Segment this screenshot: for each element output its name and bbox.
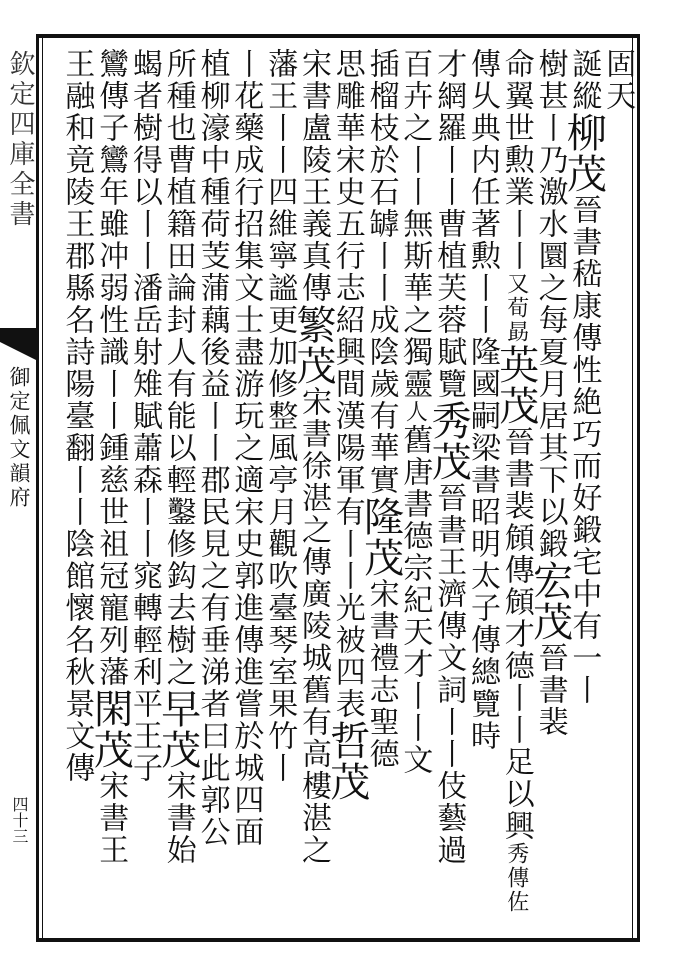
text-segment: 鸞傳子鸞年雖冲弱性識丨丨鍾慈世祖冠寵列藩	[93, 48, 129, 688]
text-segment: 命翼世勲業丨丨	[498, 48, 534, 272]
text-segment: 宋書盧陵王義真傳	[296, 48, 331, 304]
text-segment: 所種也曹植籍田論封人有能以輕鑿修鈎去樹之	[160, 48, 196, 688]
text-segment: 隆國嗣梁書昭明太子傳總覽時	[465, 336, 500, 752]
text-segment: 宋書始	[160, 770, 196, 866]
headword: 柳茂	[560, 112, 607, 194]
text-segment: 宋書徐湛之傳廣陵城舊有高樓湛之	[296, 386, 331, 866]
text-segment: 更加修整風亭月觀吹臺琴室果竹丨	[262, 304, 298, 784]
text-segment: 又荀勗	[503, 272, 529, 344]
text-segment: 傳乆典内任著勲丨丨	[465, 48, 500, 336]
margin-column	[0, 40, 34, 940]
text-segment: 藩王丨丨四維寧謐	[262, 48, 298, 304]
text-segment: 丨花藥成行招集文士盡游玩之適宋史郭進傳進嘗於城四面	[228, 48, 264, 848]
text-segment: 插榴枝於石罅丨丨成陰歲有華實	[363, 48, 399, 496]
text-segment: 宋書禮志聖德	[363, 578, 399, 770]
text-segment: 景文傳	[59, 688, 95, 784]
headword: 閑茂	[87, 688, 134, 770]
text-segment: 丨丨光被四表	[329, 528, 365, 720]
text-segment: 晉書王濟傳文詞丨丨伎藝過	[431, 482, 467, 866]
text-segment: 晉書裴	[532, 642, 568, 738]
text-segment: 平王子	[127, 688, 162, 784]
text-segment: 晉書嵇康傳性絶巧而好鍛宅中有一丨	[566, 194, 602, 706]
text-segment: 蝎者樹得以丨丨潘岳射雉賦蕭森丨丨窕轉輕利	[127, 48, 162, 688]
fishtail-mark-icon	[0, 328, 36, 360]
headword: 繁茂	[290, 304, 336, 386]
text-column	[53, 48, 99, 928]
margin-book-name: 御定佩文韻府	[7, 366, 31, 510]
text-segment: 才網羅丨丨曹植芙蓉賦覽	[431, 48, 467, 400]
text-segment: 人	[402, 400, 428, 424]
text-segment: 王融和竟陵王郡縣名詩陽臺翻丨丨陰館懷名秋	[59, 48, 95, 688]
margin-page-number: 四十三	[10, 796, 29, 844]
headword: 隆茂	[357, 496, 404, 578]
text-segment: 晉書裴頠傳頠才德丨丨足以興	[498, 426, 534, 842]
margin-title: 欽定四庫全書	[5, 50, 35, 230]
text-segment: 固天	[600, 48, 636, 112]
text-segment: 舊唐書德宗紀天才丨丨文	[397, 424, 433, 776]
text-segment: 宋書王	[93, 770, 129, 866]
text-segment: 植柳濠中種荷芰蒲藕後益丨丨郡民見之有垂涕者曰此郭公	[194, 48, 230, 848]
text-segment: 樹甚丨乃激水圜之每夏月居其下以鍛	[532, 48, 568, 560]
frame-left-inner-rule	[42, 38, 43, 938]
text-segment: 思雕華宋史五行志紹興間漢陽軍有	[329, 48, 365, 528]
headword: 早茂	[154, 688, 201, 770]
headword: 哲茂	[323, 720, 370, 802]
headword: 英茂	[492, 344, 539, 426]
text-column-line	[53, 48, 99, 784]
headword: 宏茂	[526, 560, 573, 642]
headword: 秀茂	[425, 400, 472, 482]
text-segment: 秀傳佐	[503, 842, 529, 914]
text-segment: 誕縱	[566, 48, 602, 112]
text-segment: 百卉之丨丨無斯華之獨靈	[397, 48, 433, 400]
